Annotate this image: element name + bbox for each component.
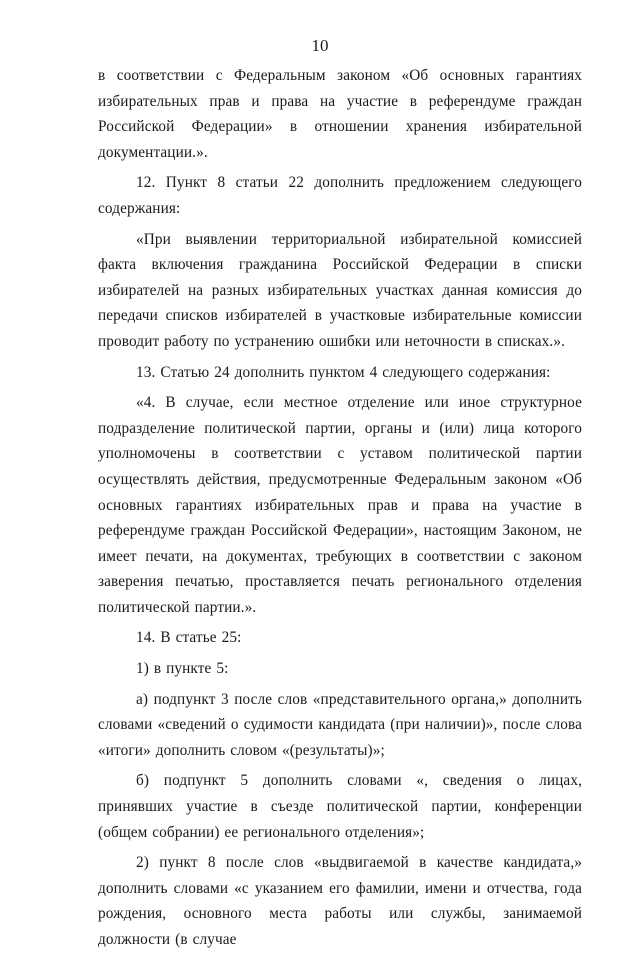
paragraph-continuation: в соответствии с Федеральным законом «Об основных гарантиях избирательных прав и права на участие в референдуме граждан Российской Федерации» в отношении хранения избирательной документации.». [98,67,582,161]
paragraph-subitem-1: 1) в пункте 5: [136,660,229,678]
paragraph-item-14: 14. В статье 25: [136,629,242,647]
page-number: 10 [311,36,329,55]
paragraph-subitem-a: а) подпункт 3 после слов «представительного органа,» дополнить словами «сведений о судимости кандидата (при наличии)», после слова «итоги» дополнить словом «(результаты)»; [98,690,582,759]
paragraph-item-12: 12. Пункт 8 статьи 22 дополнить предложением следующего содержания: [98,174,582,217]
paragraph-subitem-b: б) подпункт 5 дополнить словами «, сведения о лицах, принявших участие в съезде политической партии, конференции (общем собрании) ее регионального отделения»; [98,772,582,841]
paragraph-item-13: 13. Статью 24 дополнить пунктом 4 следующего содержания: [136,363,551,381]
paragraph-subitem-2: 2) пункт 8 после слов «выдвигаемой в качестве кандидата,» дополнить словами «с указанием его фамилии, имени и отчества, года рождения, основного места работы или службы, занимаемой должности (в случае [98,854,582,948]
paragraph-item-12-quote: «При выявлении территориальной избирательной комиссией факта включения гражданина Российской Федерации в списки избирателей на разных избирательных участках данная комиссия до передачи списков избирателей в участковые избирательные комиссии проводит работу по устранению ошибки или неточности в списках.». [98,230,582,350]
paragraph-item-13-quote: «4. В случае, если местное отделение или иное структурное подразделение политической партии, органы и (или) лица которого уполномочены в соответствии с уставом политической партии осуществлять действия, предусмотренные Федеральным законом «Об основных гарантиях избирательных прав и права на участие в референдуме граждан Российской Федерации», настоящим Законом, не имеет печати, на документах, требующих в соответствии с законом заверения печатью, проставляется печать регионального отделения политической партии.». [98,394,582,616]
document-body [98,63,582,953]
